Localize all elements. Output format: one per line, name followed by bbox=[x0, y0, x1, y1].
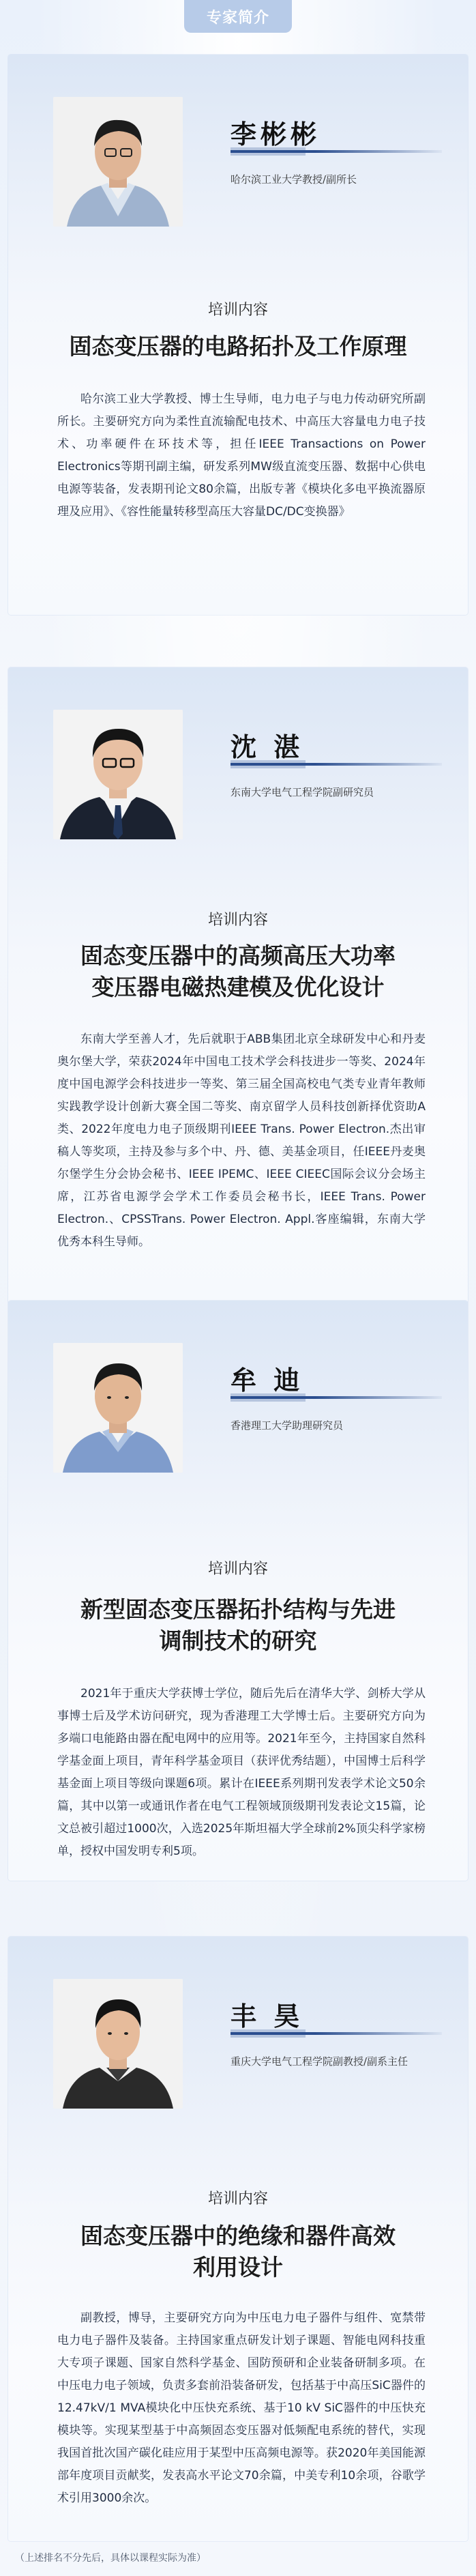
name-underline bbox=[230, 763, 442, 766]
name-underline bbox=[230, 1396, 442, 1399]
portrait-image bbox=[53, 710, 183, 839]
course-title-line: 固态变压器中的绝缘和器件高效 bbox=[80, 2223, 396, 2249]
name-underline bbox=[230, 2032, 442, 2035]
name-underline bbox=[230, 150, 442, 153]
expert-bio: 东南大学至善人才，先后就职于ABB集团北京全球研发中心和丹麦奥尔堡大学，荣获2024年中国电工技术学会科技进步一等奖、2024年度中国电源学会科技进步一等奖、第三届全国高校电气类专业青年教师实践教学设计创新大赛全国二等奖、南京留学人员科技创新择优资助A类、2022年度电力电子顶级期刊IEEE Trans. Power Electron.杰出审稿人等奖项，主持及参与多个中、丹、德、美基金项目，任IEEE丹麦奥尔堡学生分会协会秘书、IEEE IPEMC、IEEE CIEEC国际会议分会场主席，江苏省电源学会学术工作委员会秘书长，IEEE Trans. Power Electron.、CPSSTrans. Power Electron. Appl.客座编辑，东南大学优秀本科生导师。 bbox=[57, 1032, 426, 1249]
expert-affiliation: 东南大学电气工程学院副研究员 bbox=[230, 786, 374, 798]
expert-affiliation: 哈尔滨工业大学教授/副所长 bbox=[230, 173, 357, 186]
expert-card bbox=[8, 1937, 468, 2541]
expert-name: 李彬彬 bbox=[230, 119, 321, 149]
training-content-label: 培训内容 bbox=[207, 2190, 268, 2208]
portrait-image bbox=[53, 1979, 183, 2109]
expert-bio: 副教授，博导，主要研究方向为中压电力电子器件与组件、宽禁带电力电子器件及装备。主持国家重点研发计划子课题、智能电网科技重大专项子课题、国家自然科学基金、国防预研和企业装备研制多项。在中压电力电子领域，负责多套前沿装备研发，包括基于中高压SiC器件的12.47kV/1 MVA模块化中压快充系统、基于10 kV SiC器件的中压快充模块等。实现某型基于中高频固态变压器对低频配电系统的替代，实现我国首批次国产碳化硅应用于某型中压高频电源等。获2020年美国能源部年度项目贡献奖，发表高水平论文70余篇，中美专利10余项，谷歌学术引用3000余次。 bbox=[57, 2311, 426, 2505]
portrait-image bbox=[53, 97, 183, 227]
course-title-line: 固态变压器中的高频高压大功率 bbox=[80, 942, 396, 969]
course-title-line: 固态变压器的电路拓扑及工作原理 bbox=[69, 333, 407, 360]
section-header-title: 专家简介 bbox=[206, 9, 269, 27]
course-title bbox=[8, 1594, 468, 1657]
course-title-line: 变压器电磁热建模及优化设计 bbox=[91, 974, 385, 1000]
expert-name: 牟 迪 bbox=[230, 1365, 304, 1395]
expert-card bbox=[8, 55, 468, 615]
expert-photo bbox=[53, 97, 183, 227]
expert-affiliation: 香港理工大学助理研究员 bbox=[230, 1419, 344, 1432]
course-title-line: 利用设计 bbox=[193, 2254, 283, 2281]
course-title bbox=[8, 940, 468, 1003]
course-title-line: 新型固态变压器拓扑结构与先进 bbox=[80, 1596, 396, 1623]
expert-affiliation: 重庆大学电气工程学院副教授/副系主任 bbox=[230, 2055, 408, 2068]
training-content-label: 培训内容 bbox=[207, 302, 268, 319]
training-content-label: 培训内容 bbox=[207, 1561, 268, 1578]
expert-photo bbox=[53, 1979, 183, 2109]
section-header-tab bbox=[184, 0, 292, 33]
expert-card bbox=[8, 1301, 468, 1881]
training-content-label: 培训内容 bbox=[207, 912, 268, 929]
expert-bio: 2021年于重庆大学获博士学位，随后先后在清华大学、剑桥大学从事博士后及学术访问研究，现为香港理工大学博士后。主要研究方向为多端口电能路由器在配电网中的应用等。2021年至今，主持国家自然科学基金面上项目，青年科学基金项目（获评优秀结题），中国博士后科学基金面上项目等级向课题6项。累计在IEEE系列期刊发表学术论文50余篇，其中以第一或通讯作者在电气工程领域顶级期刊发表论文15篇，论文总被引超过1000次，入选2025年斯坦福大学全球前2%顶尖科学家榜单，授权中国发明专利5项。 bbox=[57, 1687, 426, 1858]
expert-name: 丰 昊 bbox=[230, 2001, 304, 2031]
course-title bbox=[8, 331, 468, 362]
course-title-line: 调制技术的研究 bbox=[159, 1627, 317, 1654]
footnote: （上述排名不分先后，具体以课程实际为准） bbox=[15, 2553, 206, 2564]
expert-card bbox=[8, 667, 468, 1303]
expert-bio: 哈尔滨工业大学教授、博士生导师，电力电子与电力传动研究所副所长。主要研究方向为柔性直流输配电技术、中高压大容量电力电子技术、功率硬件在环技术等，担任IEEE Transactions on Power Electronics等期刊副主编，研发系列MW级直流变压器、数据中心供电电源等装备，发表期刊论文80余篇，出版专著《模块化多电平换流器原理及应用》、《容性能量转移型高压大容量DC/DC变换器》 bbox=[57, 392, 426, 519]
expert-name: 沈 湛 bbox=[230, 732, 304, 762]
expert-photo bbox=[53, 710, 183, 839]
course-title bbox=[8, 2220, 468, 2283]
portrait-image bbox=[53, 1343, 183, 1473]
expert-photo bbox=[53, 1343, 183, 1473]
